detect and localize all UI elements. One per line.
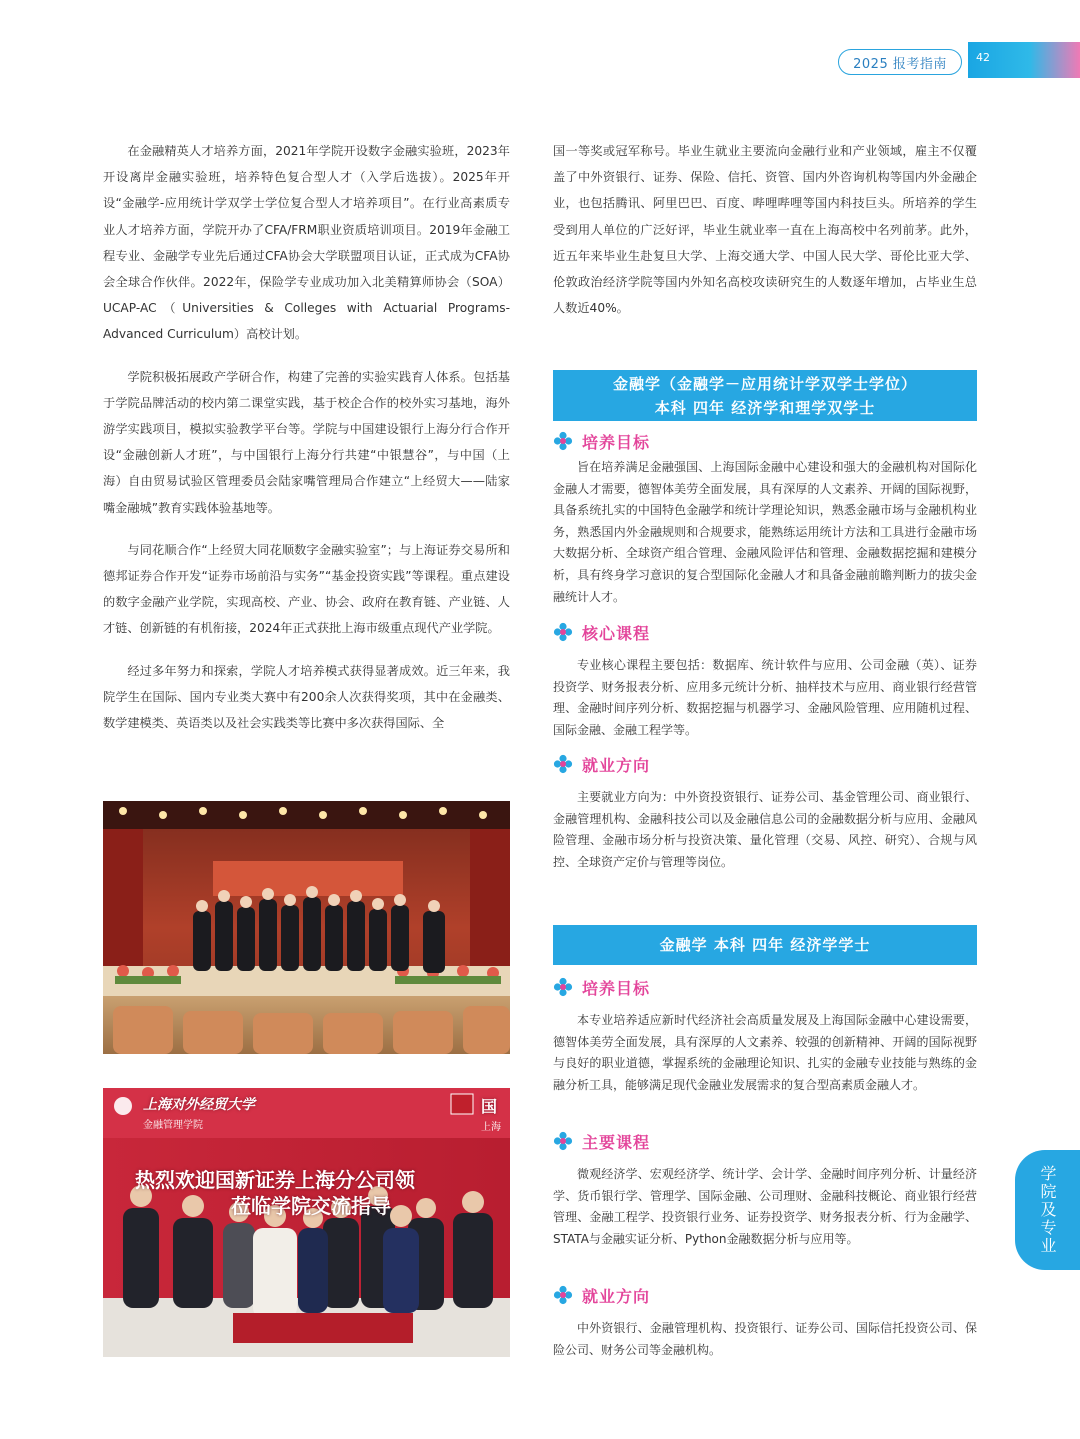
section-body — [553, 655, 977, 741]
welcome-banner-line2: 莅临学院交流指导 — [231, 1194, 391, 1218]
section-heading: 核心课程 — [553, 620, 650, 644]
section-body — [553, 1010, 977, 1096]
paragraph: 与同花顺合作“上经贸大同花顺数字金融实验室”；与上海证券交易所和德邦证券合作开发“证券市场前沿与实务”“基金投资实践”等课程。重点建设的数字金融产业学院，实现高校、产业、协会、政府在教育链、产业链、人才链、创新链的有机衔接，2024年正式获批上海市级重点现代产业学院。 — [103, 542, 510, 636]
paragraph: 经过多年努力和探索，学院人才培养模式获得显著成效。近三年来，我院学生在国际、国内专业类大赛中有200余人次获得奖项，其中在金融类、数学建模类、英语类以及社会实践类等比赛中多次获得国际、全 — [103, 663, 510, 731]
section-body — [553, 1164, 977, 1250]
flower-icon — [553, 977, 573, 997]
section-side-tab[interactable] — [1015, 1150, 1080, 1270]
section-body — [553, 457, 977, 608]
section-heading: 主要课程 — [553, 1129, 650, 1153]
section-body — [553, 1318, 977, 1361]
flower-icon — [553, 1131, 573, 1151]
program-title: 金融学（金融学－应用统计学双学士学位） — [612, 375, 917, 393]
signing-ceremony-photo — [103, 1088, 510, 1357]
flower-icon — [553, 1285, 573, 1305]
graduation-photo — [103, 801, 510, 1054]
section-body — [553, 787, 977, 873]
program-banner — [553, 370, 977, 421]
section-heading: 就业方向 — [553, 1283, 650, 1307]
side-tab-label: 学院及专业 — [1038, 1165, 1057, 1255]
program-title: 金融学 本科 四年 经济学学士 — [659, 936, 871, 954]
flower-icon — [553, 431, 573, 451]
flower-icon — [553, 622, 573, 642]
paragraph: 国一等奖或冠军称号。毕业生就业主要流向金融行业和产业领域，雇主不仅覆盖了中外资银行、证券、保险、信托、资管、国内外咨询机构等国内外金融企业，也包括腾讯、阿里巴巴、百度、哔哩哔哩等国内科技巨头。所培养的学生受到用人单位的广泛好评，毕业生就业率一直在上海高校中名列前茅。此外，近五年来毕业生赴复旦大学、上海交通大学、中国人民大学、哥伦比亚大学、伦敦政治经济学院等国内外知名高校攻读研究生的人数逐年增加，占毕业生总人数近40%。 — [553, 144, 977, 316]
partner-name-partial: 国 — [481, 1097, 498, 1116]
page-number: 42 — [976, 51, 990, 64]
paragraph: 在金融精英人才培养方面，2021年学院开设数字金融实验班，2023年开设离岸金融实验班，培养特色复合型人才（入学后选拔）。2025年开设“金融学-应用统计学双学士学位复合型人才培养项目”。在行业高素质专业人才培养方面，学院开办了CFA/FRM职业资质培训项目。2019年金融工程专业、金融学专业先后通过CFA协会大学联盟项目认证，正式成为CFA协会全球合作伙伴。2022年，保险学专业成功加入北美精算师协会（SOA）UCAP-AC（Universities & Colleges with Actuarial Programs-Advanced Curriculum）高校计划。 — [103, 144, 510, 342]
paragraph: 中外资银行、金融管理机构、投资银行、证券公司、国际信托投资公司、保险公司、财务公司等金融机构。 — [553, 1321, 977, 1357]
guide-label: 2025 报考指南 — [838, 49, 962, 75]
paragraph: 本专业培养适应新时代经济社会高质量发展及上海国际金融中心建设需要，德智体美劳全面发展，具有深厚的人文素养、较强的创新精神、开阔的国际视野与良好的职业道德，掌握系统的金融理论知识、扎实的金融专业技能与熟练的金融分析工具，能够满足现代金融业发展需求的复合型高素质金融人才。 — [553, 1013, 977, 1092]
paragraph: 微观经济学、宏观经济学、统计学、会计学、金融时间序列分析、计量经济学、货币银行学、管理学、国际金融、公司理财、金融科技概论、商业银行经营管理、金融工程学、投资银行业务、证券投资学、财务报表分析、行为金融学、STATA与金融实证分析、Python金融数据分析与应用等。 — [553, 1167, 977, 1246]
section-heading: 就业方向 — [553, 752, 650, 776]
university-name: 上海对外经贸大学 — [143, 1097, 255, 1113]
paragraph: 主要就业方向为：中外资投资银行、证券公司、基金管理公司、商业银行、金融管理机构、金融科技公司以及金融信息公司的金融数据分析与应用、金融风险管理、金融市场分析与投资决策、量化管理（交易、风控、研究）、合规与风控、全球资产定价与管理等岗位。 — [553, 790, 977, 869]
flower-icon — [553, 754, 573, 774]
section-heading: 培养目标 — [553, 429, 650, 453]
program-banner — [553, 925, 977, 965]
paragraph: 旨在培养满足金融强国、上海国际金融中心建设和强大的金融机构对国际化金融人才需要，德智体美劳全面发展，具有深厚的人文素养、开阔的国际视野，具备系统扎实的中国特色金融学和统计学理论知识，熟悉金融市场与金融机构业务，熟悉国内外金融规则和合规要求，能熟练运用统计方法和工具进行金融市场大数据分析、全球资产组合管理、金融风险评估和管理、金融数据挖掘和建模分析，具有终身学习意识的复合型国际化金融人才和具备金融前瞻判断力的拔尖金融统计人才。 — [553, 460, 977, 604]
welcome-banner-line1: 热烈欢迎国新证券上海分公司领 — [135, 1168, 415, 1192]
section-heading: 培养目标 — [553, 975, 650, 999]
paragraph: 学院积极拓展政产学研合作，构建了完善的实验实践育人体系。包括基于学院品牌活动的校内第二课堂实践，基于校企合作的校外实习基地，海外游学实践项目，模拟实验教学平台等。学院与中国建设银行上海分行合作开设“金融创新人才班”，与中国银行上海分行共建“中银慧谷”，与中国（上海）自由贸易试验区管理委员会陆家嘴管理局合作建立“上经贸大——陆家嘴金融城”教育实践体验基地等。 — [103, 369, 510, 515]
right-column-intro — [553, 138, 977, 337]
program-degree: 本科 四年 经济学和理学双学士 — [654, 399, 876, 417]
left-column — [103, 138, 510, 752]
school-name: 金融管理学院 — [143, 1120, 203, 1131]
partner-subtitle: 上海 — [481, 1122, 501, 1133]
paragraph: 专业核心课程主要包括：数据库、统计软件与应用、公司金融（英）、证券投资学、财务报表分析、应用多元统计分析、抽样技术与应用、商业银行经营管理、金融时间序列分析、数据挖掘与机器学习、金融风险管理、应用随机过程、国际金融、金融工程学等。 — [553, 658, 977, 737]
